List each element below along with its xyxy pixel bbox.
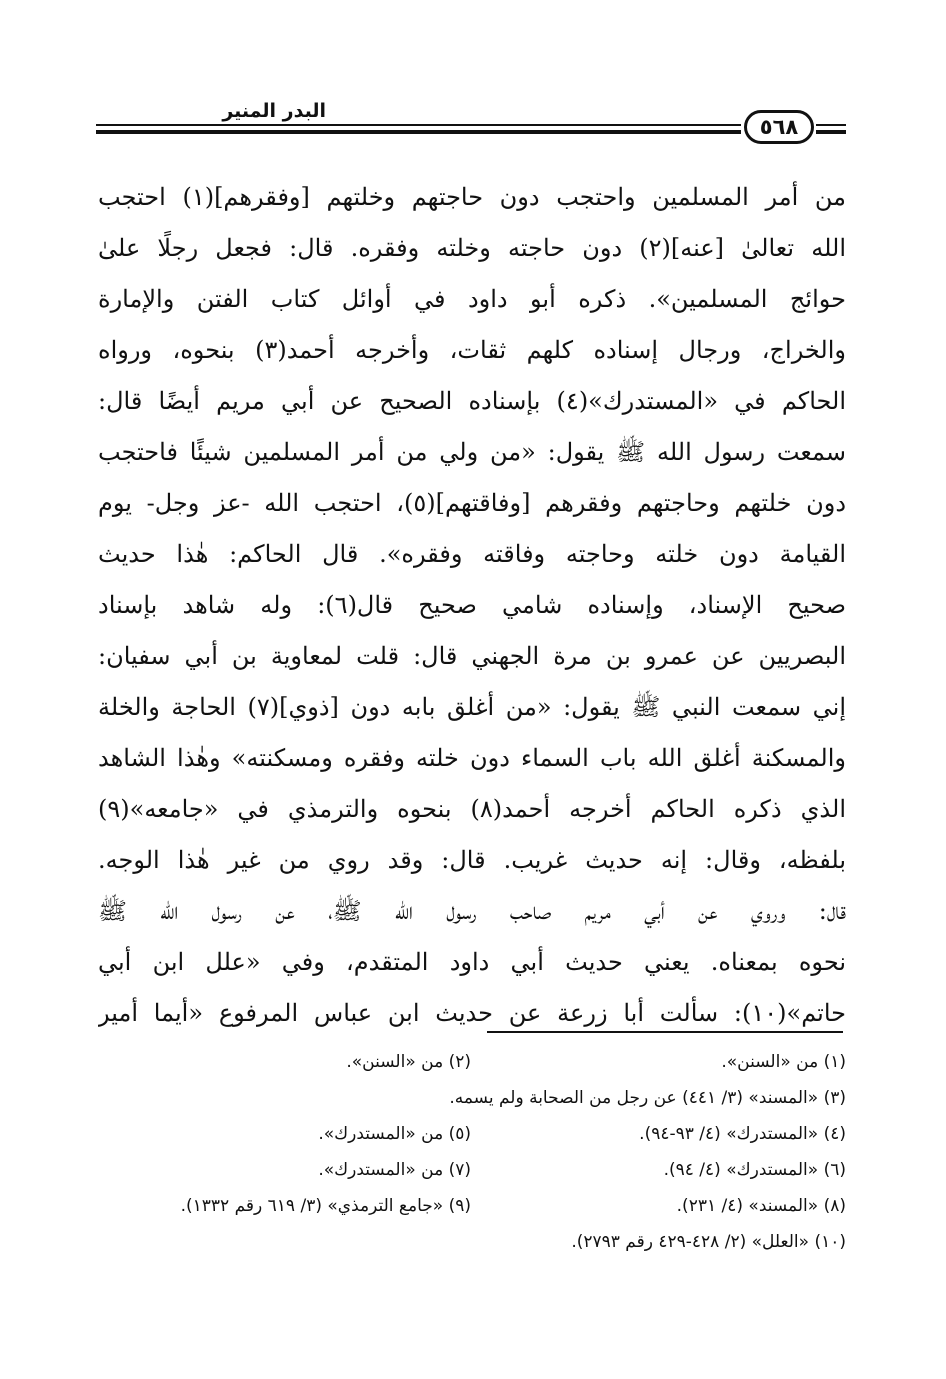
text-line: والمسكنة أغلق الله باب السماء دون خلته وفقره ومسكنته» وهٰذا الشاهد <box>98 744 846 772</box>
footnote: (٤) «المستدرك» (٤/ ٩٣-٩٤). <box>639 1124 846 1144</box>
header-rule <box>816 130 846 134</box>
page-header <box>96 98 846 154</box>
footnote-row <box>96 1116 846 1152</box>
footnote-row <box>96 1188 846 1224</box>
footnote-row <box>96 1044 846 1080</box>
header-rule <box>96 124 741 126</box>
footnote: (٥) من «المستدرك». <box>318 1124 471 1144</box>
text-line: والخراج، ورجال إسناده كلهم ثقات، وأخرجه أحمد(٣) بنحوه، ورواه <box>98 336 846 364</box>
footnote: (٣) «المسند» (٣/ ٤٤١) عن رجل من الصحابة ولم يسمه. <box>449 1088 846 1108</box>
footnote: (١) من «السنن». <box>721 1052 846 1072</box>
text-line: قال: وروي عن أبي مريم صاحب رسول الله ﷺ، عن رسول الله ﷺ <box>98 897 846 925</box>
text-line: نحوه بمعناه. يعني حديث أبي داود المتقدم، وفي «علل ابن أبي <box>98 948 846 976</box>
main-text <box>98 172 846 1039</box>
header-rule <box>816 124 846 126</box>
footnote: (٢) من «السنن». <box>346 1052 471 1072</box>
footnote: (١٠) «العلل» (٢/ ٤٢٨-٤٢٩ رقم ٢٧٩٣). <box>571 1232 846 1252</box>
text-line: الذي ذكره الحاكم أخرجه أحمد(٨) بنحوه والترمذي في «جامعه»(٩) <box>98 795 846 823</box>
text-line: دون خلتهم وحاجتهم وفقرهم [وفاقتهم](٥)، احتجب الله -عز وجل- يوم <box>98 489 846 517</box>
text-line: الحاكم في «المستدرك»(٤) بإسناده الصحيح عن أبي مريم أيضًا قال: <box>98 387 846 415</box>
footnote: (٨) «المسند» (٤/ ٢٣١). <box>676 1196 846 1216</box>
footnotes <box>96 1044 846 1260</box>
text-line: بلفظه، وقال: إنه حديث غريب. قال: وقد روي من غير هٰذا الوجه. <box>98 846 846 874</box>
running-title: البدر المنير <box>222 100 326 122</box>
footnote-separator <box>487 1031 843 1033</box>
text-line: حوائج المسلمين». ذكره أبو داود في أوائل كتاب الفتن والإمارة <box>98 285 846 313</box>
header-rule <box>96 130 741 134</box>
footnote: (٧) من «المستدرك». <box>318 1160 471 1180</box>
text-line: من أمر المسلمين واحتجب دون حاجتهم وخلتهم [وفقرهم](١) احتجب <box>98 183 846 211</box>
text-line: البصريين عن عمرو بن مرة الجهني قال: قلت لمعاوية بن أبي سفيان: <box>98 642 846 670</box>
text-line: صحيح الإسناد، وإسناده شامي صحيح قال(٦): وله شاهد بإسناد <box>98 591 846 619</box>
footnote-row <box>96 1080 846 1116</box>
footnote: (٩) «جامع الترمذي» (٣/ ٦١٩ رقم ١٣٣٢). <box>180 1196 471 1216</box>
text-line: إني سمعت النبي ﷺ يقول: «من أغلق بابه دون [ذوي](٧) الحاجة والخلة <box>98 693 846 721</box>
text-line: سمعت رسول الله ﷺ يقول: «من ولي من أمر المسلمين شيئًا فاحتجب <box>98 438 846 466</box>
page-number: ٥٦٨ <box>744 110 814 144</box>
footnote: (٦) «المستدرك» (٤/ ٩٤). <box>663 1160 846 1180</box>
text-line: حاتم»(١٠): سألت أبا زرعة عن حديث ابن عباس المرفوع «أيما أمير <box>98 999 846 1027</box>
footnote-row <box>96 1224 846 1260</box>
footnote-row <box>96 1152 846 1188</box>
text-line: الله تعالىٰ [عنه](٢) دون حاجته وخلته وفقره. قال: فجعل رجلًا علىٰ <box>98 234 846 262</box>
text-line: القيامة دون خلته وحاجته وفاقته وفقره». قال الحاكم: هٰذا حديث <box>98 540 846 568</box>
